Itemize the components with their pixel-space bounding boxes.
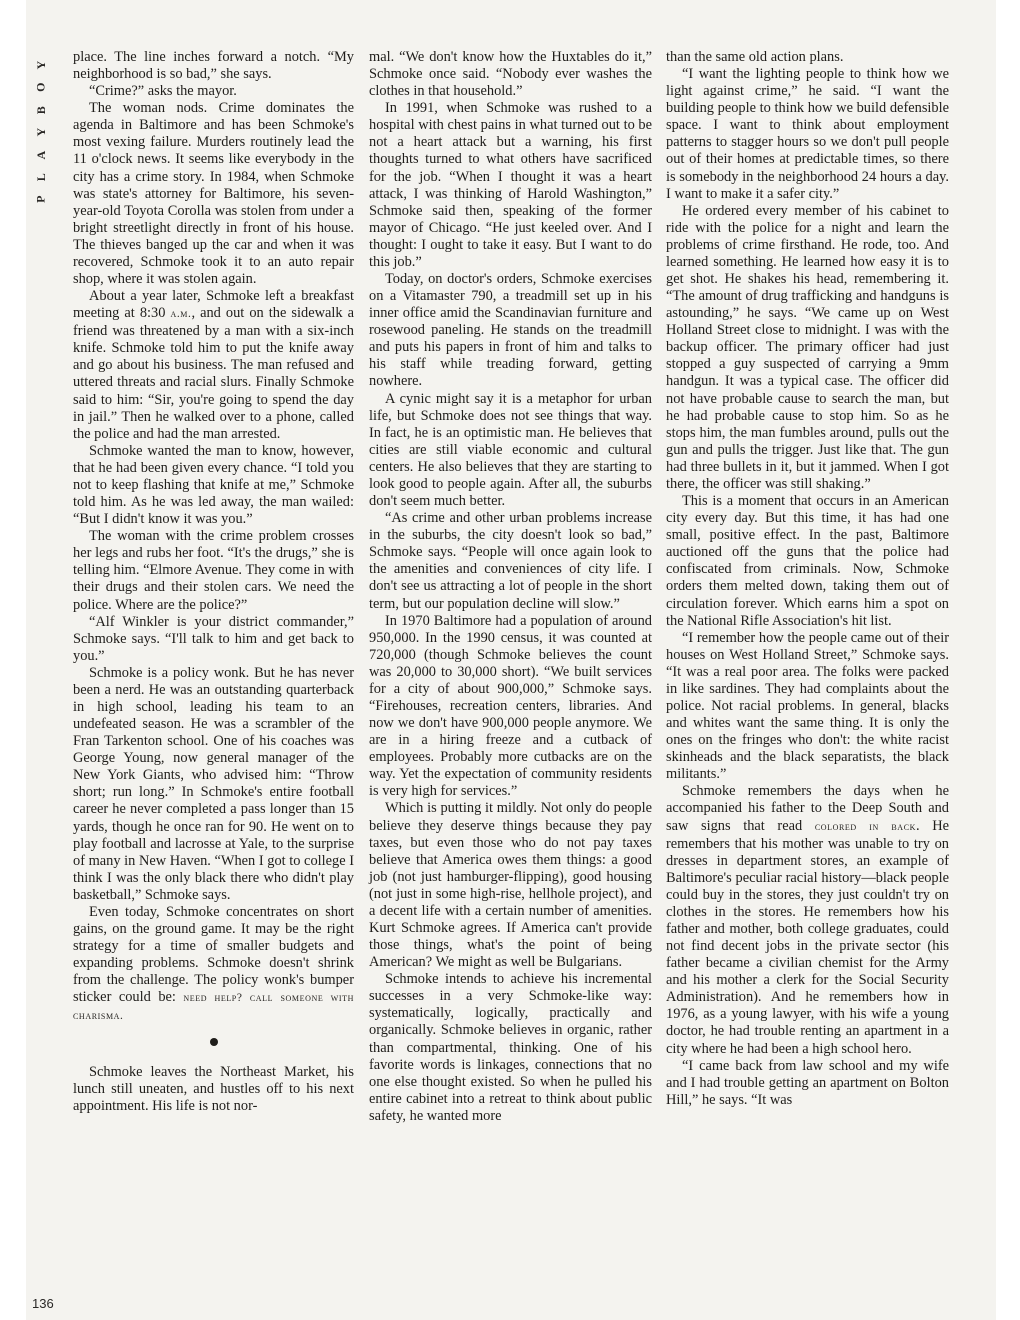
page-number: 136 <box>32 1296 54 1311</box>
section-break-dot <box>73 1033 354 1050</box>
running-head-letter: L <box>33 173 48 182</box>
small-caps-text: need help? call someone with charisma. <box>73 992 354 1023</box>
text-column-1 <box>73 49 354 1115</box>
paragraph: mal. “We don't know how the Huxtables do it,” Schmoke once said. “Nobody ever washes the clothes in that household.” <box>369 49 652 100</box>
paragraph: He ordered every member of his cabinet to ride with the police for a night and learn the problems of crime firsthand. He rode, too. And learned something. He learned how easy it is to get shot. He shakes his head, remembering it. “The amount of drug trafficking and handguns is astounding,” he says. “We came up on West Holland Street close to midnight. I was with the backup officer. The primary officer had just stopped a guy suspected of carrying a 9mm handgun. It was a typical case. The officer did not have probable cause to search the man, but he had probable cause to stop him. So as he stops him, the man fumbles around, pulls out the gun and pulls the trigger. Just like that. The gun had three bullets in it, but it jammed. When I got there, the officer was still shaking.” <box>666 202 949 492</box>
paragraph: than the same old action plans. <box>666 49 844 65</box>
paragraph: The woman nods. Crime dominates the agenda in Baltimore and has been Schmoke's most vexing failure. Murders routinely lead the 11 o'clock news. It seems like everybody in the city has a crime story. In 1984, when Schmoke was state's attorney for Baltimore, his seven-year-old Toyota Corolla was stolen from under a bright streetlight directly in front of his house. The thieves banged up the car and when it was recovered, Schmoke took it to an auto repair shop, where it was stolen again. <box>73 100 354 288</box>
paragraph: “I came back from law school and my wife and I had trouble getting an apartment on Bolton Hill,” he says. “It was <box>666 1057 949 1108</box>
running-head-letter: A <box>33 150 48 160</box>
text-run: Schmoke remembers the days when he accompanied his father to the Deep South and saw signs that read <box>666 783 949 834</box>
small-caps-text: a.m. <box>170 308 192 321</box>
paragraph: “I remember how the people came out of their houses on West Holland Street,” Schmoke says. “It was a real poor area. The folks were packed in like sardines. They had complaints about the police. Not racial problems. In general, blacks and whites want the same thing. It is only the ones on the fringes who don't: the white racist skinheads and the black separatists, the black militants.” <box>666 629 949 783</box>
paragraph: Schmoke leaves the Northeast Market, his lunch still uneaten, and hustles off to his next appointment. His life is not nor- <box>73 1063 354 1114</box>
paragraph: The woman with the crime problem crosses her legs and rubs her foot. “It's the drugs,” she is telling him. “Elmore Avenue. They come in with their drugs and their stolen cars. We need the police. Where are the police?” <box>73 528 354 613</box>
paragraph: “Alf Winkler is your district commander,” Schmoke says. “I'll talk to him and get back to you.” <box>73 613 354 664</box>
paragraph: “As crime and other urban problems increase in the suburbs, the city doesn't look so bad,” Schmoke says. “People will once again look to the amenities and conveniences of city life. I don't see us attracting a lot of people in the short term, but our population decline will slow.” <box>369 510 652 612</box>
text-run: . He remembers that his mother was unable to try on dresses in department stores, an example of Baltimore's peculiar racial history—black people could buy in the stores, they just couldn't try on clothes in the stores. He remembers how his father and mother, both college graduates, could not find decent jobs in the private sector (his father became a civilian chemist for the Army and his mother a clerk for the Social Security Administration). And he remembers how in 1976, as a young lawyer, with his wife a young doctor, he had trouble renting an apartment in a city where he had been a high school hero. <box>666 817 950 1057</box>
paragraph: Schmoke intends to achieve his incremental successes in a very Schmoke-like way: systematically, logically, practically and organically. Schmoke believes in organic, rather than compartmental, thinking. One of his favorite words is linkages, connections that no one else thought existed. So when he pulled his entire cabinet into a retreat to think about public safety, he wanted more <box>369 971 652 1124</box>
paragraph: This is a moment that occurs in an American city every day. But this time, it has had one small, positive effect. In the past, Baltimore auctioned off the guns that the police had confiscated from criminals. Now, Schmoke orders them melted down, taking them out of circulation forever. Which earns him a spot on the National Rifle Association's hit list. <box>666 493 949 629</box>
text-run: , and out on the sidewalk a friend was threatened by a man with a six-inch knife. Schmoke told him to put the knife away and go about his business. The man refused and uttered threats and racial slurs. Finally Schmoke said to him: “Sir, you're going to spend the day in jail.” Then he walked over to a phone, called the police and had the man arrested. <box>73 305 354 442</box>
text-column-2 <box>369 49 652 1125</box>
running-head-letter: O <box>33 82 48 93</box>
paragraph: A cynic might say it is a metaphor for urban life, but Schmoke does not see things that way. In fact, he is an optimistic man. He believes that cities are still viable economic and cultural centers. He also believes that they are starting to look good to people again. After all, the suburbs don't seem much better. <box>369 390 652 510</box>
text-run: About a year later, Schmoke left a breakfast meeting at 8:30 <box>73 288 354 322</box>
paragraph: “I want the lighting people to think how we light against crime,” he said. “I want the building people to think how we build defensible space. I want to think about employment patterns to stagger hours so we don't pull people out of their homes at predictable times, so there is somebody in the neighborhood 24 hours a day. I want to make it a safer city.” <box>666 66 949 202</box>
paragraph: Schmoke is a policy wonk. But he has never been a nerd. He was an outstanding quarterback in high school, leading his team to an undefeated season. He was a scrambler of the Fran Tarkenton school. One of his coaches was George Young, now general manager of the New York Giants, who advised him: “Throw short; run long.” In Schmoke's entire football career he never completed a pass longer than 15 yards, though he once ran for 90. He went on to play football and lacrosse at Yale, to the surprise of many in New Haven. “When I got to college I think I was the only black there who didn't play basketball,” Schmoke says. <box>73 664 354 903</box>
paragraph: Which is putting it mildly. Not only do people believe they deserve things because they pay taxes, but even those who do not pay taxes believe that America owes them things: a good job (not just hamburger-flipping), good housing (not just in some high-rise, hellhole project), and a decent life with a certain number of amenities. Kurt Schmoke agrees. If America can't provide those things, what's the point of being American? We might as well be Bulgarians. <box>369 800 652 971</box>
paragraph: Schmoke wanted the man to know, however, that he had been given every chance. “I told you not to keep flashing that knife at me,” Schmoke told him. As he was led away, the man wailed: “But I didn't know it was you.” <box>73 442 354 528</box>
paragraph: In 1970 Baltimore had a population of around 950,000. In the 1990 census, it was counted at 720,000 (though Schmoke believes the count was 20,000 to 30,000 short). “We built services for a city of about 900,000,” Schmoke says. “Firehouses, recreation centers, libraries. And now we don't have 900,000 people anymore. We are in a hiring freeze and a cutback of employees. Probably more cutbacks are on the way. Yet the expectation of community residents is very high for services.” <box>369 612 652 800</box>
text-column-3 <box>666 49 949 1109</box>
text-run: Even today, Schmoke concentrates on short gains, on the ground game. It may be the right strategy for a time of smaller budgets and expanding problems. Schmoke doesn't shrink from the challenge. The policy wonk's bumper sticker could be: <box>73 903 354 1006</box>
paragraph: place. The line inches forward a notch. “My neighborhood is so bad,” she says. <box>73 49 354 83</box>
running-head-letter: B <box>33 105 48 114</box>
paragraph: “Crime?” asks the mayor. <box>89 83 237 100</box>
running-head-letter: Y <box>33 60 48 70</box>
paragraph: In 1991, when Schmoke was rushed to a hospital with chest pains in what turned out to be not a heart attack but a warning, his first thoughts turned to what others have sacrificed for the job. “When I thought it was a heart attack, I was thinking of Harold Washington,” Schmoke said then, speaking of the former mayor of Chicago. “He just keeled over. And I thought: I ought to take it easy. But I want to do this job.” <box>369 100 652 270</box>
right-page-margin <box>996 0 1020 1320</box>
playboy-running-head <box>31 54 51 211</box>
left-page-margin <box>0 0 26 1320</box>
running-head-letter: P <box>33 195 48 204</box>
paragraph <box>73 904 354 1026</box>
paragraph <box>666 783 949 1057</box>
paragraph <box>73 288 354 443</box>
running-head-letter: Y <box>33 128 48 137</box>
bullet-dot-icon <box>210 1038 218 1046</box>
paragraph: Today, on doctor's orders, Schmoke exercises on a Vitamaster 790, a treadmill set up in his inner office amid the Scandinavian furniture and rosewood paneling. He stands on the treadmill and puts his papers in front of him and talks to his staff while treading forward, getting nowhere. <box>369 271 652 390</box>
small-caps-text: colored in back <box>814 820 917 833</box>
